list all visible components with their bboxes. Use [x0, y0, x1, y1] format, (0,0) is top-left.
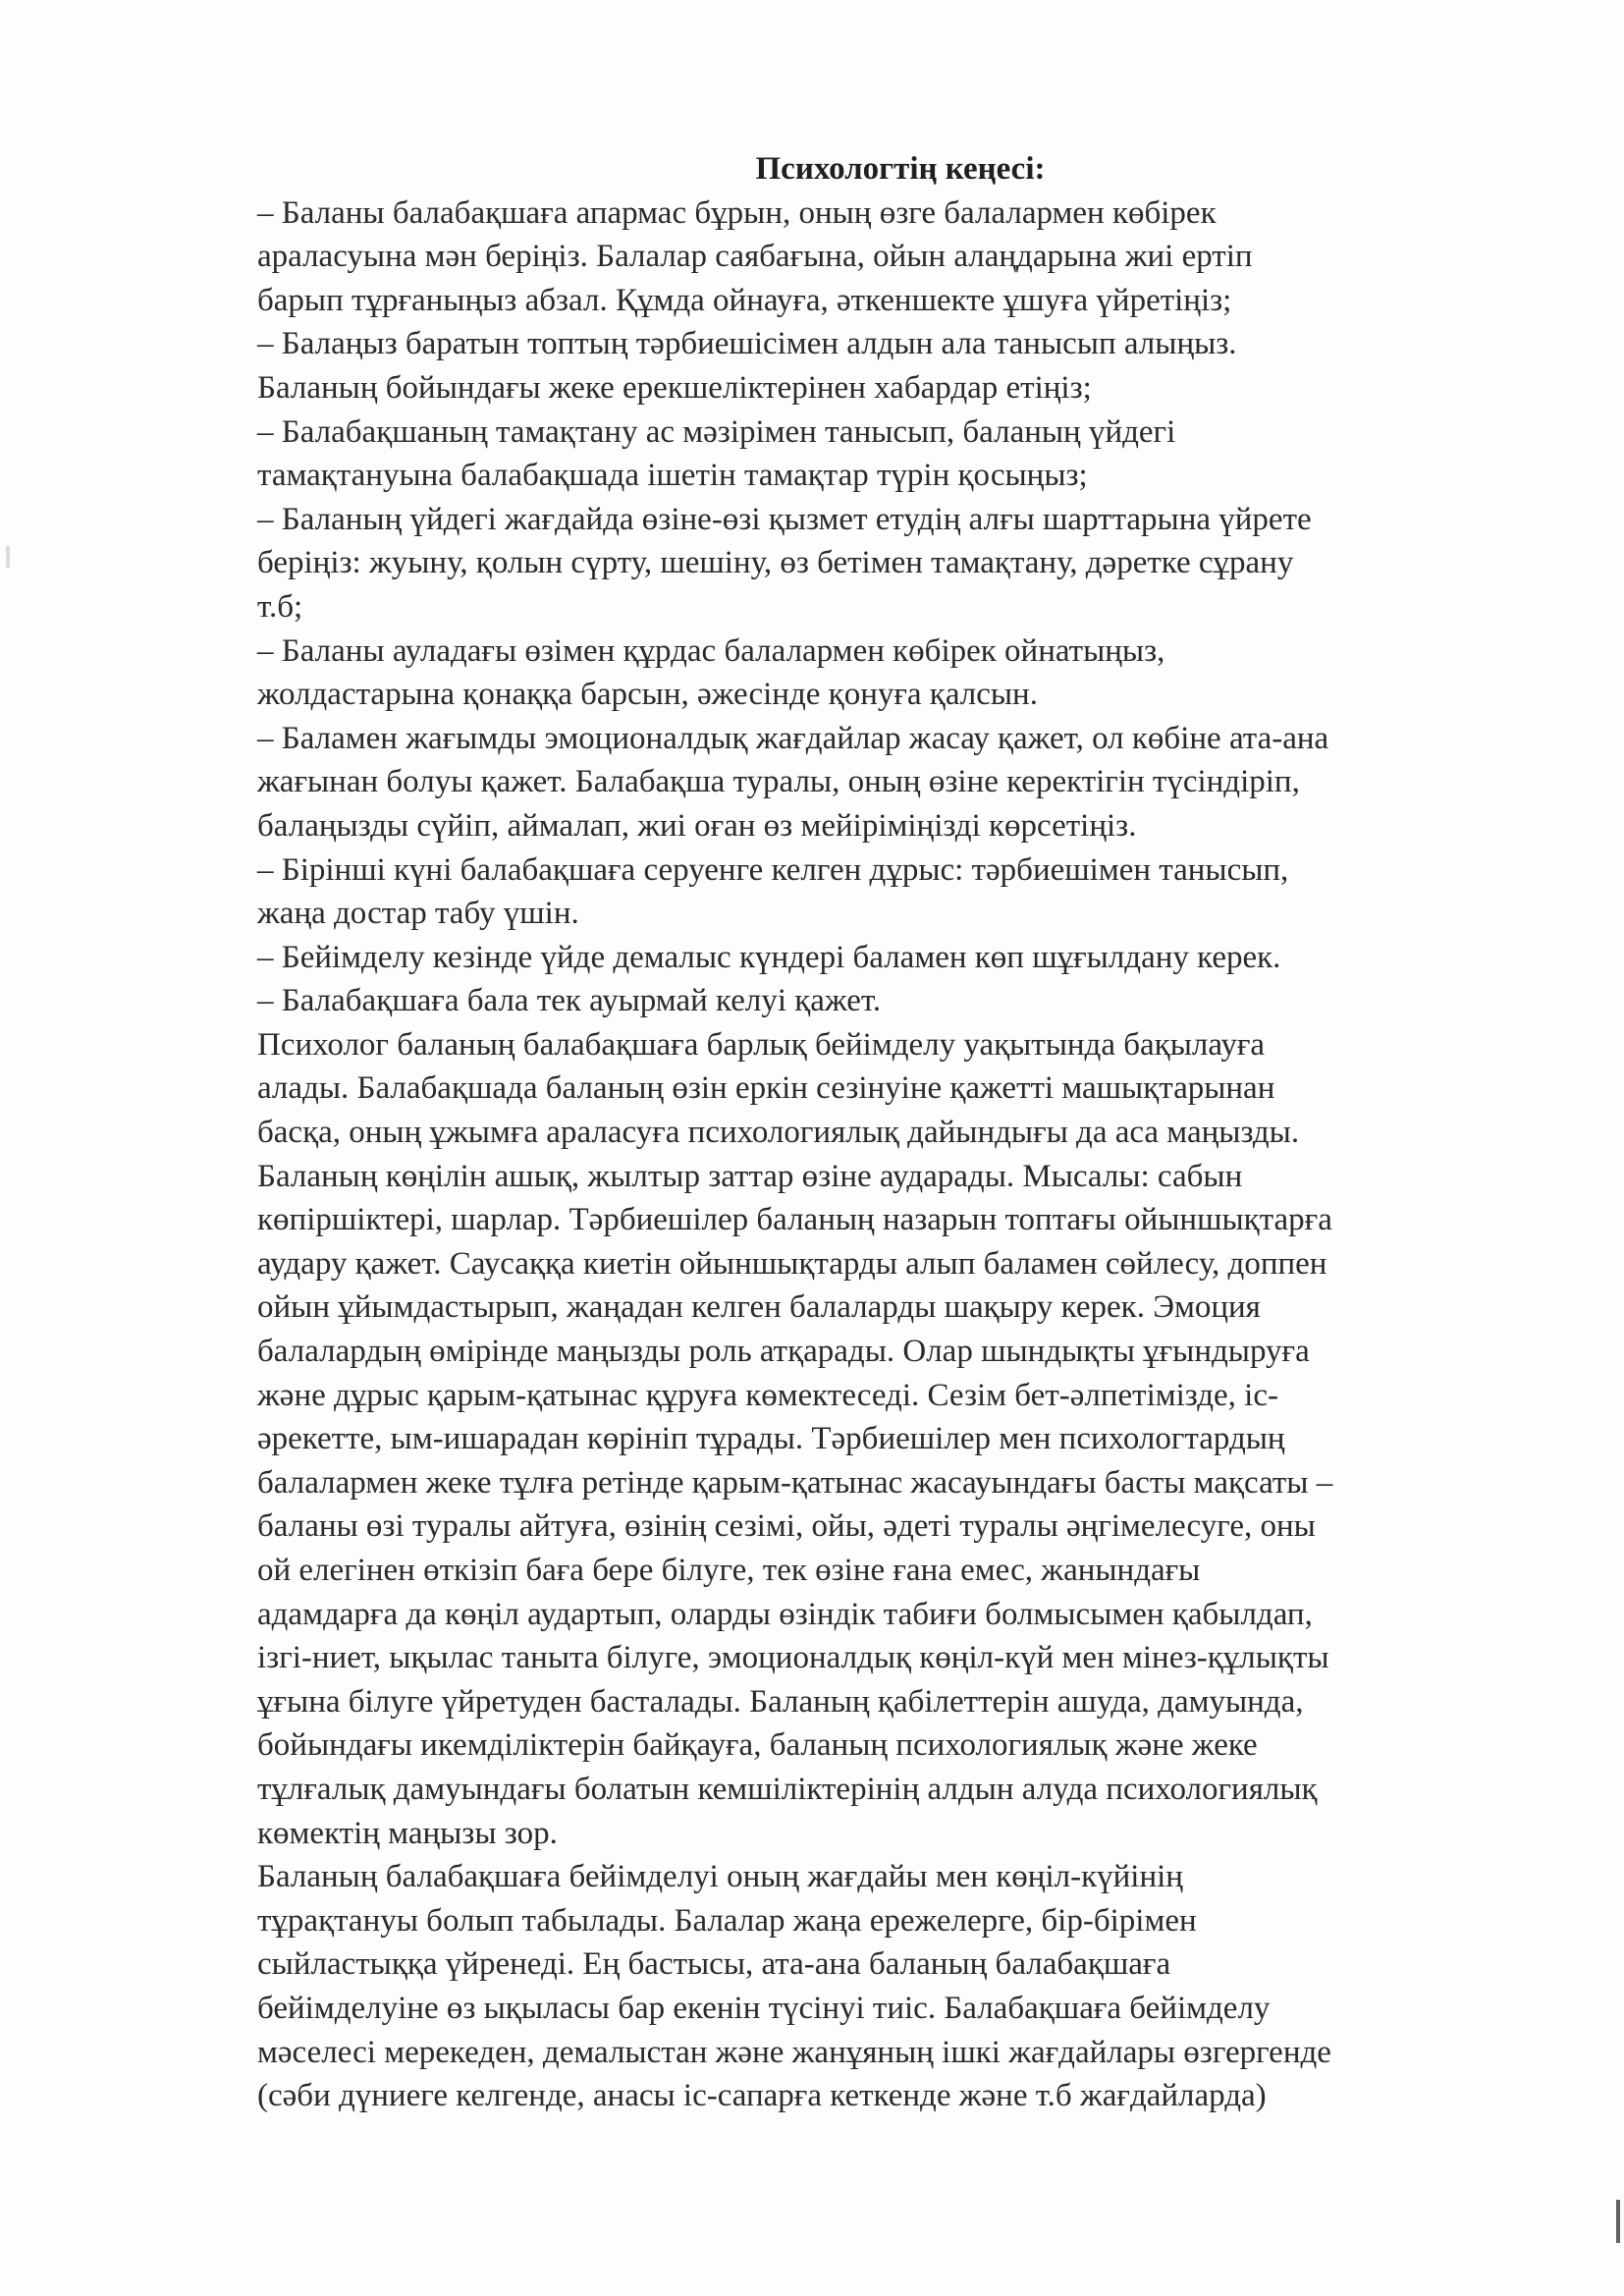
text-line: мәселесі мерекеден, демалыстан және жанұяның ішкі жағдайлары өзгергенде	[257, 2034, 1331, 2070]
text-line: – Бірінші күні балабақшаға серуенге келген дұрыс: тәрбиешімен танысып,	[257, 851, 1289, 888]
text-line: (сәби дүниеге келгенде, анасы іс-сапарға кеткенде және т.б жағдайларда)	[257, 2078, 1267, 2114]
text-line: сыйластыққа үйренеді. Ең бастысы, ата-ана баланың балабақшаға	[257, 1946, 1171, 1983]
text-line: тамақтануына балабақшада ішетін тамақтар түрін қосыңыз;	[257, 458, 1088, 494]
text-line: әрекетте, ым-ишарадан көрініп тұрады. Тәрбиешілер мен психологтардың	[257, 1421, 1285, 1457]
text-line: т.б;	[257, 588, 303, 625]
text-line: Психолог баланың балабақшаға барлық бейімделу уақытында бақылауға	[257, 1026, 1265, 1063]
text-line: – Балаңыз баратын топтың тәрбиешісімен алдын ала танысып алыңыз.	[257, 326, 1237, 362]
document-text	[257, 191, 1543, 2118]
text-line: бойындағы икемділіктерін байқауға, баланың психологиялық және жеке	[257, 1727, 1258, 1764]
text-line: балаңызды сүйіп, аймалап, жиі оған өз мейіріміңізді көрсетіңіз.	[257, 807, 1137, 844]
text-line: – Баланы ауладағы өзімен құрдас балалармен көбірек ойнатыңыз,	[257, 632, 1165, 669]
text-line: алады. Балабақшада баланың өзін еркін сезінуіне қажетті машықтарынан	[257, 1070, 1275, 1107]
text-line: жолдастарына қонаққа барсын, әжесінде қонуға қалсын.	[257, 677, 1038, 713]
text-line: Баланың бойындағы жеке ерекшеліктерінен хабардар етіңіз;	[257, 369, 1092, 406]
scan-artifact-mark	[6, 546, 10, 568]
scan-artifact-mark	[1616, 2200, 1620, 2243]
text-line: тұлғалық дамуындағы болатын кемшіліктерінің алдын алуда психологиялық	[257, 1771, 1318, 1807]
text-line: балалармен жеке тұлға ретінде қарым-қатынас жасауындағы басты мақсаты –	[257, 1464, 1333, 1501]
text-line: – Балабақшаның тамақтану ас мәзірімен танысып, баланың үйдегі	[257, 413, 1176, 450]
text-line: ұғына білуге үйретуден басталады. Баланың қабілеттерін ашуда, дамуында,	[257, 1683, 1304, 1720]
text-line: жаңа достар табу үшін.	[257, 896, 579, 932]
text-line: көпіршіктері, шарлар. Тәрбиешілер баланың назарын топтағы ойыншықтарға	[257, 1202, 1332, 1238]
text-line: беріңіз: жуыну, қолын сүрту, шешіну, өз бетімен тамақтану, дәретке сұрану	[257, 545, 1294, 581]
text-line: – Баламен жағымды эмоционалдық жағдайлар жасау қажет, ол көбіне ата-ана	[257, 720, 1329, 756]
text-line: – Баланы балабақшаға апармас бұрын, оның өзге балалармен көбірек	[257, 194, 1217, 231]
text-line: – Бейімделу кезінде үйде демалыс күндері баламен көп шұғылдану керек.	[257, 939, 1281, 975]
text-line: – Баланың үйдегі жағдайда өзіне-өзі қызмет етудің алғы шарттарына үйрете	[257, 501, 1312, 537]
text-line: Баланың балабақшаға бейімделуі оның жағдайы мен көңіл-күйінің	[257, 1859, 1183, 1895]
text-line: балалардың өмірінде маңызды роль атқарады. Олар шындықты ұғындыруға	[257, 1334, 1310, 1370]
text-line: баланы өзі туралы айтуға, өзінің сезімі, ойы, әдеті туралы әңгімелесуге, оны	[257, 1508, 1316, 1545]
document-body	[257, 147, 1543, 2118]
text-line: аудару қажет. Саусаққа киетін ойыншықтарды алып баламен сөйлесу, доппен	[257, 1245, 1327, 1282]
text-line: Баланың көңілін ашық, жылтыр заттар өзіне аударады. Мысалы: сабын	[257, 1158, 1243, 1194]
text-line: басқа, оның ұжымға араласуға психологиялық дайындығы да аса маңызды.	[257, 1115, 1300, 1151]
text-line: көмектің маңызы зор.	[257, 1815, 558, 1851]
text-line: ой елегінен өткізіп баға бере білуге, тек өзіне ғана емес, жанындағы	[257, 1553, 1201, 1588]
text-line: ойын ұйымдастырып, жаңадан келген балаларды шақыру керек. Эмоция	[257, 1289, 1261, 1326]
text-line: – Балабақшаға бала тек ауырмай келуі қажет.	[257, 983, 882, 1019]
text-line: бейімделуіне өз ықыласы бар екенін түсінуі тиіс. Балабақшаға бейімделу	[257, 1990, 1271, 2026]
document-title: Психологтің кеңесі:	[755, 151, 1046, 187]
text-line: барып тұрғаныңыз абзал. Құмда ойнауға, әткеншекте ұшуға үйретіңіз;	[257, 282, 1232, 318]
text-line: жағынан болуы қажет. Балабақша туралы, оның өзіне керектігін түсіндіріп,	[257, 764, 1300, 800]
text-line: және дұрыс қарым-қатынас құруға көмектеседі. Сезім бет-әлпетімізде, іс-	[257, 1377, 1278, 1413]
text-line: ізгі-ниет, ықылас таныта білуге, эмоционалдық көңіл-күй мен мінез-құлықты	[257, 1640, 1329, 1676]
text-line: араласуына мән беріңіз. Балалар саябағына, ойын алаңдарына жиі ертіп	[257, 239, 1253, 275]
text-line: адамдарға да көңіл аудартып, оларды өзіндік табиғи болмысымен қабылдап,	[257, 1596, 1313, 1632]
text-line: тұрақтануы болып табылады. Балалар жаңа ережелерге, бір-бірімен	[257, 1902, 1197, 1939]
